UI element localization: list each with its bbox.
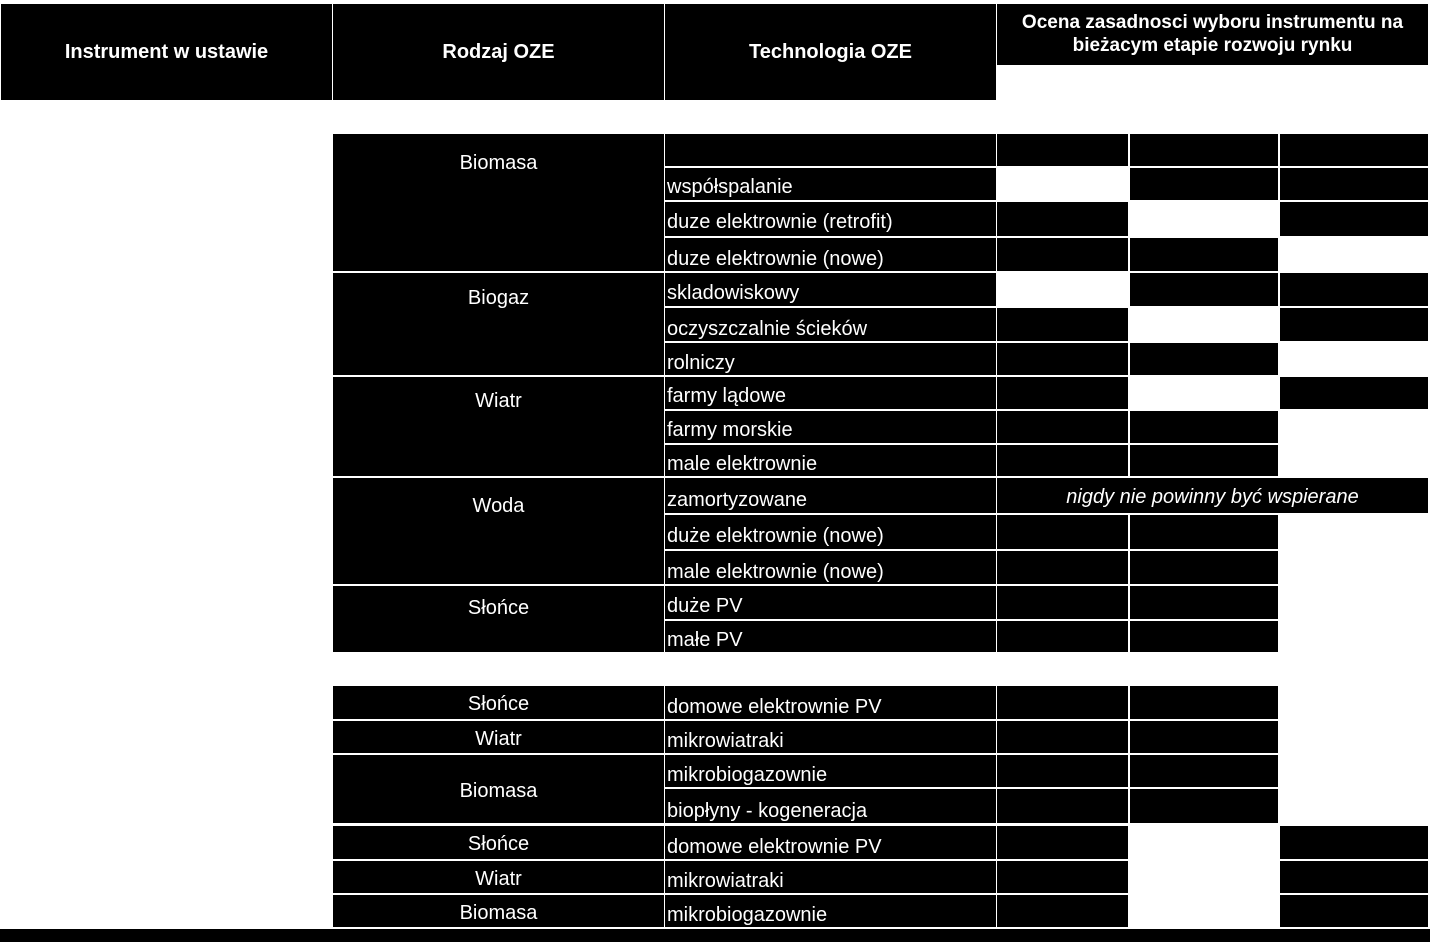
tech-label: domowe elektrownie PV — [667, 836, 882, 858]
assessment-cell — [1130, 411, 1278, 443]
assessment-cell — [1280, 308, 1428, 341]
tech-label: duze elektrownie (retrofit) — [667, 211, 893, 233]
header-technologia: Technologia OZE — [749, 41, 912, 63]
assessment-cell — [1130, 789, 1278, 823]
tech-label: skladowiskowy — [667, 282, 800, 304]
assessment-cell — [997, 861, 1128, 893]
assessment-cell — [1130, 686, 1278, 719]
assessment-cell — [997, 686, 1128, 719]
tech-label: duze elektrownie (nowe) — [667, 248, 884, 270]
group-label: Woda — [472, 495, 525, 517]
group-cell-slonce — [333, 586, 664, 652]
group-cell-woda — [333, 478, 664, 584]
assessment-cell — [997, 202, 1128, 236]
tech-label: mikrowiatraki — [667, 870, 784, 892]
assessment-cell — [1130, 273, 1278, 306]
group-label: Wiatr — [475, 728, 522, 750]
tech-label: mikrobiogazownie — [667, 764, 828, 786]
assessment-cell — [1130, 586, 1278, 619]
group-label: Biomasa — [459, 780, 538, 802]
assessment-cell — [997, 515, 1128, 549]
assessment-cell — [997, 308, 1128, 341]
group-label: Wiatr — [475, 868, 522, 890]
tech-label: małe PV — [667, 629, 743, 651]
assessment-cell — [997, 377, 1128, 409]
group-label: Biomasa — [459, 152, 538, 174]
assessment-cell — [1130, 721, 1278, 753]
tech-label: male elektrownie (nowe) — [667, 561, 884, 583]
assessment-cell — [1130, 445, 1278, 476]
assessment-cell — [1280, 168, 1428, 200]
tech-label: duże PV — [667, 595, 743, 617]
assessment-cell — [997, 621, 1128, 652]
assessment-cell — [1130, 551, 1278, 584]
tech-label: mikrobiogazownie — [667, 904, 828, 926]
assessment-cell — [1280, 895, 1428, 927]
assessment-cell — [997, 586, 1128, 619]
tech-label: współspalanie — [667, 176, 793, 198]
assessment-cell — [997, 789, 1128, 823]
header-rodzaj: Rodzaj OZE — [442, 41, 555, 63]
assessment-cell — [1130, 134, 1278, 166]
tech-label: zamortyzowane — [667, 489, 808, 511]
assessment-cell — [1130, 168, 1278, 200]
assessment-note: nigdy nie powinny być wspierane — [1066, 486, 1359, 508]
assessment-cell — [997, 826, 1128, 859]
assessment-cell — [997, 721, 1128, 753]
assessment-cell — [997, 445, 1128, 476]
assessment-cell — [997, 895, 1128, 927]
assessment-cell — [1130, 621, 1278, 652]
tech-label: male elektrownie — [667, 453, 818, 475]
tech-label: mikrowiatraki — [667, 730, 784, 752]
tech-label: farmy morskie — [667, 419, 793, 441]
group-label: Biogaz — [467, 287, 530, 309]
header-instrument: Instrument w ustawie — [64, 41, 269, 63]
group-label: Słońce — [467, 693, 530, 715]
assessment-cell — [997, 551, 1128, 584]
assessment-cell — [1130, 755, 1278, 787]
assessment-cell — [997, 411, 1128, 443]
tech-label: duże elektrownie (nowe) — [667, 525, 884, 547]
group-label: Biomasa — [459, 902, 538, 924]
tech-label: farmy lądowe — [667, 385, 786, 407]
header-ocena: Ocena zasadnosci wyboru instrumentu na bieżacym etapie rozwoju rynku — [1021, 11, 1404, 56]
group-label: Słońce — [467, 597, 530, 619]
tech-label: oczyszczalnie ścieków — [667, 318, 868, 340]
tech-label: biopłyny - kogeneracja — [667, 800, 868, 822]
assessment-cell — [1280, 861, 1428, 893]
tech-label: rolniczy — [667, 352, 735, 374]
assessment-cell — [1130, 343, 1278, 375]
assessment-cell — [1280, 202, 1428, 236]
assessment-cell — [1280, 826, 1428, 859]
assessment-cell — [997, 238, 1128, 271]
assessment-cell — [997, 343, 1128, 375]
assessment-cell — [1280, 377, 1428, 409]
tech-cell-empty — [665, 134, 996, 166]
assessment-cell — [1130, 515, 1278, 549]
bottom-border — [0, 929, 1430, 942]
group-label: Wiatr — [475, 390, 522, 412]
assessment-cell — [1130, 238, 1278, 271]
tech-label: domowe elektrownie PV — [667, 696, 882, 718]
assessment-cell — [997, 134, 1128, 166]
group-label: Słońce — [467, 833, 530, 855]
assessment-cell — [1280, 273, 1428, 306]
assessment-cell — [1280, 134, 1428, 166]
assessment-cell — [997, 755, 1128, 787]
